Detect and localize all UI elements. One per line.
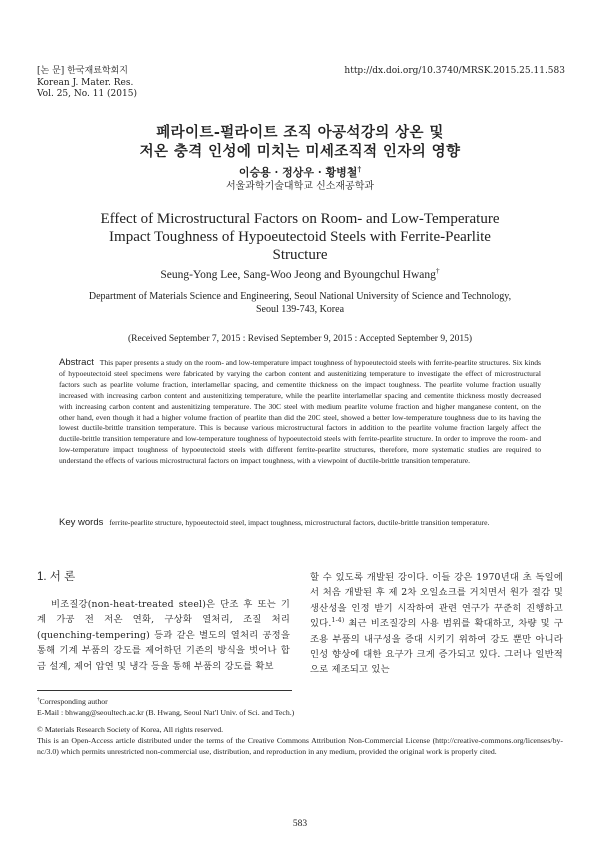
body-right-text-b: 최근 비조질강의 사용 범위를 확대하고, 차량 및 구조용 부품의 내구성을 증대 시키기 위하여 강도 뿐만 아니라 인성 향상에 대한 요구가 크게 증가되고 있다. 그러나 일반적으로 제조되고 있는: [310, 618, 563, 676]
section-heading: 1. 서 론: [37, 571, 76, 583]
doi-link[interactable]: http://dx.doi.org/10.3740/MRSK.2015.25.11.583: [344, 66, 565, 76]
body-right-text-a: 할 수 있도록 개발된 강이다. 이들 강은 1970년대 초 독일에서 처음 개발된 후 제 2차 오일쇼크를 거치면서 원가 절감 및 생산성을 인정 받기 시작하여 관련 연구가 꾸준히 진행하고 있다.: [310, 572, 563, 630]
license-notice: This is an Open-Access article distributed under the terms of the Creative Commons Attribution Non-Commercial License (http://creative-commons.org/licenses/by-nc/3.0) which permits unrestricted non-commercial use, distribution, and reproduction in any medium, provided the original work is properly cited.: [37, 735, 563, 756]
footnote-correspondence: [37, 697, 563, 719]
submission-dates: (Received September 7, 2015 : Revised September 9, 2015 : Accepted September 9, 2015): [127, 334, 473, 344]
page-number: 583: [292, 819, 308, 829]
korean-author-names: 이승용 · 정상우 · 황병철: [238, 166, 358, 179]
corresponding-email: E-Mail : bhwang@seoultech.ac.kr (B. Hwang, Seoul Nat'l Univ. of Sci. and Tech.): [37, 707, 295, 717]
korean-affiliation: 서울과학기술대학교 신소재공학과: [225, 181, 375, 192]
english-author-names: Seung-Yong Lee, Sang-Woo Jeong and Byoungchul Hwang: [160, 269, 436, 281]
footnote-rule: [37, 690, 292, 691]
corresponding-label: Corresponding author: [39, 697, 108, 706]
footnote-copyright: [37, 725, 563, 757]
abstract-label: Abstract: [59, 357, 94, 368]
keywords-text: ferrite-pearlite structure, hypoeutectoid steel, impact toughness, microstructural factors, ductile-brittle transition temperature.: [109, 518, 490, 527]
footnote-mark: †: [37, 696, 40, 703]
corresponding-author: [37, 697, 563, 708]
copyright-notice: © Materials Research Society of Korea, All rights reserved.: [37, 725, 224, 734]
korean-authors: [0, 166, 600, 180]
journal-header: [37, 66, 137, 101]
journal-volume: Vol. 25, No. 11 (2015): [37, 89, 137, 99]
english-title-line3: Structure: [272, 247, 328, 263]
journal-name-korean: [논 문] 한국재료학회지: [37, 66, 128, 76]
english-title-line2: Impact Toughness of Hypoeutectoid Steels with Ferrite-Pearlite: [109, 229, 491, 245]
english-title-line1: Effect of Microstructural Factors on Room- and Low-Temperature: [100, 211, 500, 227]
journal-name-english: Korean J. Mater. Res.: [37, 77, 134, 88]
korean-title-line1: 페라이트-펄라이트 조직 아공석강의 상온 및: [156, 124, 444, 141]
english-affiliation: [0, 290, 600, 316]
english-affiliation-line2: Seoul 139-743, Korea: [255, 304, 345, 315]
english-affiliation-line1: Department of Materials Science and Engineering, Seoul National University of Science and Technology,: [88, 291, 512, 302]
abstract-text: This paper presents a study on the room- and low-temperature impact toughness of hypoeutectoid steels with ferrite-pearlite structures. Six kinds of hypoeutectoid steel specimens were fabricated by varying the carbon content and austenitizing temperature to investigate the effect of microstructural factors such as pearlite volume fraction, interlamellar spacing, and cementite thickness on the impact toughness. The pearlite volume fraction usually increased with increasing carbon content and austenitizing temperature, while the pearlite interlamellar spacing and cementite thickness mostly decreased with increasing carbon content and austenitizing temperature. The 30C steel with medium pearlite volume fraction and higher manganese content, on the other hand, even though it had a higher volume fraction of pearlite than did the 20C steel, showed a better low-temperature toughness due to its having the lowest ductile-brittle transition temperature. This is because various microstructural factors in addition to the pearlite volume fraction largely affect the ductile-brittle transition temperature and low-temperature toughness of hypoeutectoid steels with ferrite-pearlite structure. In order to improve the room- and low-temperature impact toughness of hypoeutectoid steels with different ferrite-pearlite structures, therefore, more systematic studies are required to understand the effects of various microstructural factors on impact toughness, with a viewpoint of ductile-brittle transition temperature.: [59, 358, 542, 466]
english-authors: [0, 268, 600, 282]
english-title: [0, 210, 600, 264]
korean-author-mark: †: [357, 164, 362, 174]
body-right-column: [310, 570, 563, 678]
korean-title-line2: 저온 충격 인성에 미치는 미세조직적 인자의 영향: [139, 142, 461, 160]
keywords-label: Key words: [59, 517, 104, 528]
korean-title: [0, 124, 600, 161]
abstract: [59, 358, 541, 467]
english-author-mark: †: [435, 266, 440, 276]
keywords: [59, 518, 541, 529]
body-left-column: 비조질강(non-heat-treated steel)은 단조 후 또는 기계 가공 전 저온 연화, 구상화 열처리, 조질 처리(quenching-tempering) 등과 같은 별도의 열처리 공정을 통해 기계 부품의 강도를 제어하던 기존의 방식을 벗어나 합금 설계, 제어 압연 및 냉각 등을 통해 부품의 강도를 확보: [37, 599, 290, 672]
citation-ref: 1-4): [331, 617, 345, 625]
